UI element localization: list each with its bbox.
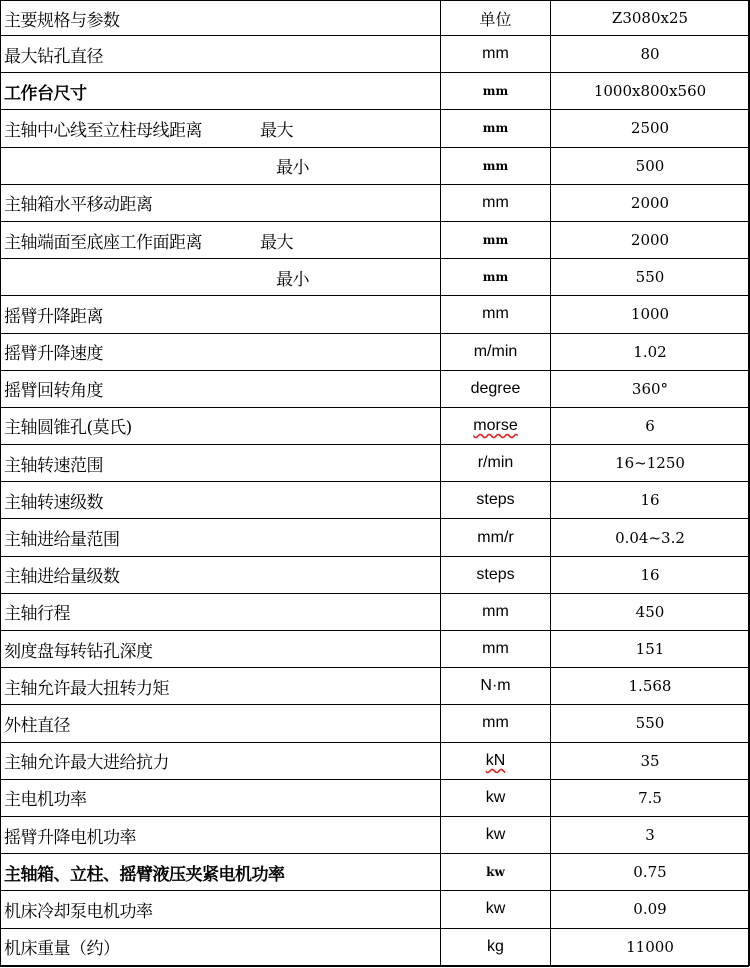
table-header-row <box>1 1 750 36</box>
unit-cell <box>441 296 551 333</box>
param-cell <box>1 296 441 333</box>
value-cell: 151 <box>551 631 750 668</box>
unit-cell <box>441 221 551 258</box>
value-cell: 35 <box>551 742 750 779</box>
table-row <box>1 370 750 407</box>
unit-label: mm <box>482 233 509 248</box>
table-row <box>1 742 750 779</box>
table-row <box>1 556 750 593</box>
value-cell: 550 <box>551 705 750 742</box>
header-param: 主要规格与参数 <box>1 1 441 36</box>
unit-label: m/min <box>473 342 518 360</box>
header-unit: 单位 <box>441 1 551 36</box>
param-cell <box>1 779 441 816</box>
unit-cell <box>441 854 551 891</box>
unit-label: degree <box>470 379 521 397</box>
param-label: 工作台尺寸 <box>4 83 87 104</box>
param-cell <box>1 259 441 296</box>
param-cell <box>1 631 441 668</box>
table-row <box>1 593 750 630</box>
value-cell: 0.75 <box>551 854 750 891</box>
table-row <box>1 445 750 482</box>
param-cell <box>1 482 441 519</box>
param-cell <box>1 407 441 444</box>
param-cell <box>1 593 441 630</box>
unit-cell <box>441 556 551 593</box>
unit-cell <box>441 445 551 482</box>
param-label: 主轴进给量范围 <box>4 530 120 551</box>
value-cell: 1.568 <box>551 668 750 705</box>
param-label: 主轴转速级数 <box>4 492 103 513</box>
param-sub-label: 最大 <box>260 232 293 253</box>
unit-label: kw <box>485 900 506 918</box>
unit-cell <box>441 816 551 853</box>
param-cell <box>1 891 441 928</box>
unit-label: kw <box>485 788 506 806</box>
param-cell <box>1 184 441 221</box>
param-cell <box>1 742 441 779</box>
table-row <box>1 407 750 444</box>
value-cell: 500 <box>551 147 750 184</box>
param-label: 主轴进给量级数 <box>4 567 120 588</box>
unit-label: morse <box>473 416 518 434</box>
table-row <box>1 891 750 928</box>
unit-label: mm <box>482 45 509 63</box>
table-row <box>1 668 750 705</box>
param-label: 外柱直径 <box>4 715 70 736</box>
param-sub-label: 最小 <box>276 269 309 290</box>
value-cell: 6 <box>551 407 750 444</box>
unit-label: r/min <box>477 454 514 472</box>
unit-label: mm/r <box>477 528 514 546</box>
param-label: 刻度盘每转钻孔深度 <box>4 641 153 662</box>
unit-cell <box>441 593 551 630</box>
table-row <box>1 36 750 73</box>
param-cell <box>1 110 441 147</box>
param-cell <box>1 36 441 73</box>
param-label: 主轴行程 <box>4 604 70 625</box>
param-sub-label: 最小 <box>276 158 309 179</box>
value-cell: 0.04~3.2 <box>551 519 750 556</box>
table-row <box>1 296 750 333</box>
value-cell: 1000 <box>551 296 750 333</box>
value-cell: 7.5 <box>551 779 750 816</box>
value-cell: 2000 <box>551 184 750 221</box>
unit-label: mm <box>482 193 509 211</box>
param-cell <box>1 221 441 258</box>
unit-label: mm <box>482 305 509 323</box>
table-row <box>1 259 750 296</box>
unit-label: mm <box>482 270 509 285</box>
value-cell: 16 <box>551 556 750 593</box>
unit-label: kg <box>487 937 504 955</box>
value-cell: 1.02 <box>551 333 750 370</box>
value-cell: 11000 <box>551 928 750 965</box>
unit-cell <box>441 928 551 965</box>
unit-cell <box>441 36 551 73</box>
param-label: 主轴圆锥孔(莫氏) <box>4 418 132 439</box>
unit-cell <box>441 110 551 147</box>
value-cell: 360° <box>551 370 750 407</box>
unit-cell <box>441 333 551 370</box>
param-label: 摇臂回转角度 <box>4 381 103 402</box>
param-cell <box>1 928 441 965</box>
table-row <box>1 482 750 519</box>
value-cell: 16~1250 <box>551 445 750 482</box>
table-row <box>1 816 750 853</box>
param-cell <box>1 854 441 891</box>
table-row <box>1 333 750 370</box>
value-cell: 16 <box>551 482 750 519</box>
param-label: 主电机功率 <box>4 790 87 811</box>
header-value: Z3080x25 <box>551 1 750 36</box>
param-label: 最大钻孔直径 <box>4 46 103 67</box>
param-label: 主轴箱水平移动距离 <box>4 195 153 216</box>
unit-cell <box>441 259 551 296</box>
unit-label: mm <box>482 84 509 99</box>
value-cell: 2000 <box>551 221 750 258</box>
param-label: 机床重量（约） <box>4 939 120 960</box>
table-row <box>1 110 750 147</box>
param-cell <box>1 370 441 407</box>
unit-cell <box>441 779 551 816</box>
value-cell: 80 <box>551 36 750 73</box>
table-row <box>1 73 750 110</box>
unit-cell <box>441 184 551 221</box>
param-cell <box>1 668 441 705</box>
unit-cell <box>441 370 551 407</box>
spec-table-body <box>1 1 750 966</box>
param-label: 主轴允许最大进给抗力 <box>4 753 169 774</box>
unit-cell <box>441 407 551 444</box>
unit-label: kw <box>486 865 505 880</box>
unit-label: mm <box>482 602 509 620</box>
param-cell <box>1 73 441 110</box>
param-cell <box>1 705 441 742</box>
value-cell: 3 <box>551 816 750 853</box>
value-cell: 550 <box>551 259 750 296</box>
param-cell <box>1 333 441 370</box>
unit-label: mm <box>482 714 509 732</box>
param-label: 主轴转速范围 <box>4 455 103 476</box>
table-row <box>1 147 750 184</box>
unit-label: mm <box>482 121 509 136</box>
param-cell <box>1 556 441 593</box>
table-row <box>1 854 750 891</box>
unit-label: N·m <box>480 677 511 695</box>
unit-cell <box>441 891 551 928</box>
value-cell: 1000x800x560 <box>551 73 750 110</box>
value-cell: 0.09 <box>551 891 750 928</box>
param-cell <box>1 445 441 482</box>
param-label: 主轴端面至底座工作面距离 <box>4 232 202 253</box>
param-cell <box>1 519 441 556</box>
table-row <box>1 631 750 668</box>
param-cell <box>1 147 441 184</box>
table-row <box>1 779 750 816</box>
table-row <box>1 519 750 556</box>
unit-cell <box>441 668 551 705</box>
unit-cell <box>441 742 551 779</box>
unit-label: kN <box>485 751 506 769</box>
value-cell: 2500 <box>551 110 750 147</box>
param-cell <box>1 816 441 853</box>
param-label: 主轴允许最大扭转力矩 <box>4 678 169 699</box>
unit-label: steps <box>476 491 515 509</box>
unit-cell <box>441 705 551 742</box>
param-label: 摇臂升降电机功率 <box>4 827 136 848</box>
unit-label: steps <box>476 565 515 583</box>
table-row <box>1 184 750 221</box>
unit-cell <box>441 519 551 556</box>
unit-label: mm <box>482 158 509 173</box>
param-label: 主轴中心线至立柱母线距离 <box>4 120 202 141</box>
table-row <box>1 928 750 965</box>
value-cell: 450 <box>551 593 750 630</box>
unit-label: kw <box>485 826 506 844</box>
unit-cell <box>441 73 551 110</box>
unit-cell <box>441 631 551 668</box>
table-row <box>1 221 750 258</box>
param-label: 摇臂升降速度 <box>4 344 103 365</box>
param-label: 主轴箱、立柱、摇臂液压夹紧电机功率 <box>4 864 285 885</box>
unit-label: mm <box>482 640 509 658</box>
table-row <box>1 705 750 742</box>
param-label: 摇臂升降距离 <box>4 306 103 327</box>
param-label: 机床冷却泵电机功率 <box>4 901 153 922</box>
unit-cell <box>441 482 551 519</box>
unit-cell <box>441 147 551 184</box>
param-sub-label: 最大 <box>260 120 293 141</box>
